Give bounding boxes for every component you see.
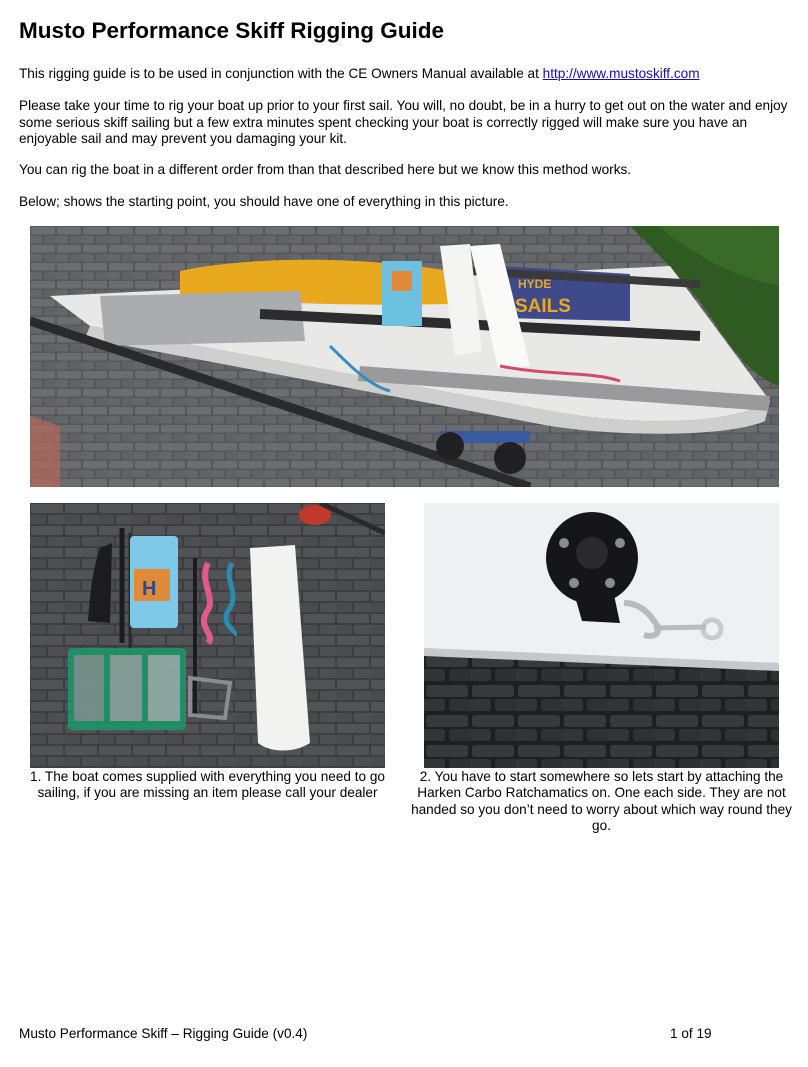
rigging-advice-paragraph: Please take your time to rig your boat up prior to your first sail. You will, no doubt, be in a hurry to get out on the water and enjoy some serious skiff sailing but a few extra minutes spent checking your boat is correctly rigged will make sure you have an enjoyable sail and may prevent you damaging your kit. — [19, 98, 788, 146]
owners-manual-link[interactable]: http://www.mustoskiff.com — [542, 66, 700, 81]
footer-document-title: Musto Performance Skiff – Rigging Guide (v0.4) — [19, 1026, 308, 1041]
intro-text: This rigging guide is to be used in conjunction with the CE Owners Manual available at — [19, 66, 543, 81]
sail-bag-label: SAILS — [515, 296, 571, 317]
intro-paragraph — [19, 66, 789, 83]
bag-logo: H — [142, 578, 157, 600]
photo-caption-1: 1. The boat comes supplied with everything you need to go sailing, if you are missing an item please call your dealer — [30, 769, 385, 801]
page-title: Musto Performance Skiff Rigging Guide — [19, 18, 445, 43]
starting-point-paragraph: Below; shows the starting point, you should have one of everything in this picture. — [19, 194, 509, 209]
footer-page-number: 1 of 19 — [670, 1026, 712, 1041]
boat-overview-photo — [30, 226, 779, 487]
photo-caption-2: 2. You have to start somewhere so lets start by attaching the Harken Carbo Ratchamatics on. One each side. They are not handed so you don’t need to worry about which way round they go. — [411, 769, 792, 833]
kit-contents-photo — [30, 503, 385, 768]
sail-bag-brand: HYDE — [518, 277, 552, 291]
ratchamatic-block-photo — [424, 503, 779, 768]
rigging-order-paragraph: You can rig the boat in a different order from than that described here but we know this method works. — [19, 162, 632, 177]
